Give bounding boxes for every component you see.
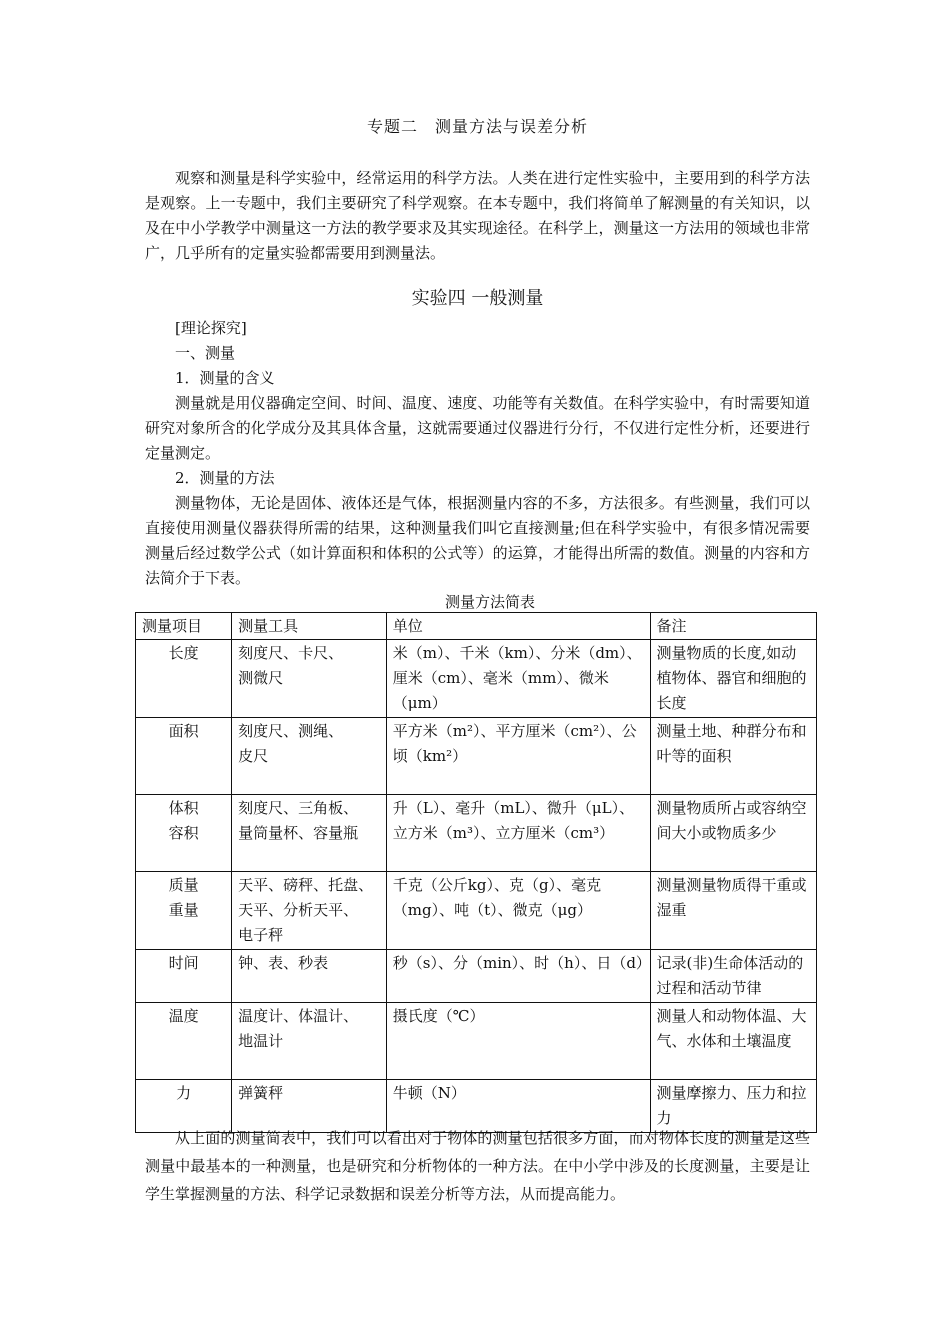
- meaning-paragraph: 测量就是用仪器确定空间、时间、温度、速度、功能等有关数值。在科学实验中，有时需要知道研究对象所含的化学成分及其具体含量，这就需要通过仪器进行分行，不仅进行定性分析，还要进行定量测定。: [145, 394, 810, 462]
- table-header-cell: 备注: [650, 613, 817, 640]
- table-header-cell: 测量工具: [232, 613, 387, 640]
- table-cell: 米（m）、千米（km）、分米（dm）、厘米（cm）、毫米（mm）、微米（μm）: [386, 640, 650, 718]
- theory-label: [理论探究]: [175, 319, 247, 337]
- subsection-heading-meaning: 1．测量的含义: [175, 369, 275, 387]
- table-cell: 测量人和动物体温、大气、水体和土壤温度: [650, 1003, 817, 1080]
- table-cell: 钟、表、秒表: [232, 950, 387, 1003]
- table-header-cell: 测量项目: [136, 613, 232, 640]
- table-row: [136, 795, 817, 872]
- table-cell: 刻度尺、测绳、 皮尺: [232, 718, 387, 795]
- table-cell: 刻度尺、卡尺、 测微尺: [232, 640, 387, 718]
- chapter-title: 专题二 测量方法与误差分析: [366, 117, 588, 136]
- table-cell: 平方米（m²）、平方厘米（cm²）、公顷（km²）: [386, 718, 650, 795]
- table-header-cell: 单位: [386, 613, 650, 640]
- table-cell: 时间: [136, 950, 232, 1003]
- table-cell: 记录(非)生命体活动的过程和活动节律: [650, 950, 817, 1003]
- table-cell: 长度: [136, 640, 232, 718]
- table-cell: 测量测量物质得干重或湿重: [650, 872, 817, 950]
- table-cell: 摄氏度（℃）: [386, 1003, 650, 1080]
- table-cell: 弹簧秤: [232, 1080, 387, 1133]
- table-cell: 面积: [136, 718, 232, 795]
- table-cell: 测量物质所占或容纳空间大小或物质多少: [650, 795, 817, 872]
- table-cell: 测量土地、种群分布和叶等的面积: [650, 718, 817, 795]
- measurement-table: [135, 612, 817, 1133]
- table-cell: 升（L）、毫升（mL）、微升（μL）、立方米（m³）、立方厘米（cm³）: [386, 795, 650, 872]
- table-cell: 刻度尺、三角板、 量筒量杯、容量瓶: [232, 795, 387, 872]
- table-cell: 温度: [136, 1003, 232, 1080]
- table-cell: 千克（公斤kg）、克（g）、毫克（mg）、吨（t）、微克（μg）: [386, 872, 650, 950]
- table-caption: 测量方法简表: [444, 593, 535, 611]
- conclusion-paragraph: 从上面的测量简表中，我们可以看出对于物体的测量包括很多方面，而对物体长度的测量是这些测量中最基本的一种测量，也是研究和分析物体的一种方法。在中小学中涉及的长度测量，主要是让学生掌握测量的方法、科学记录数据和误差分析等方法，从而提高能力。: [145, 1129, 810, 1203]
- table-cell: 测量物质的长度,如动植物体、器官和细胞的长度: [650, 640, 817, 718]
- table-row: [136, 640, 817, 718]
- table-row: [136, 1003, 817, 1080]
- table-cell: 天平、磅秤、托盘、 天平、分析天平、 电子秤: [232, 872, 387, 950]
- table-row: [136, 718, 817, 795]
- experiment-title: 实验四 一般测量: [411, 288, 544, 309]
- table-cell: 体积 容积: [136, 795, 232, 872]
- intro-paragraph: 观察和测量是科学实验中，经常运用的科学方法。人类在进行定性实验中，主要用到的科学方法是观察。上一专题中，我们主要研究了科学观察。在本专题中，我们将简单了解测量的有关知识，以及在中小学教学中测量这一方法的教学要求及其实现途径。在科学上，测量这一方法用的领域也非常广，几乎所有的定量实验都需要用到测量法。: [145, 169, 810, 262]
- section-heading-1: 一、测量: [175, 344, 236, 362]
- table-header-row: [136, 613, 817, 640]
- table-row: [136, 950, 817, 1003]
- table-cell: 秒（s）、分（min）、时（h）、日（d）: [386, 950, 650, 1003]
- table-cell: 温度计、体温计、 地温计: [232, 1003, 387, 1080]
- table-cell: 牛顿（N）: [386, 1080, 650, 1133]
- subsection-heading-method: 2．测量的方法: [175, 469, 275, 487]
- table-row: [136, 872, 817, 950]
- table-cell: 力: [136, 1080, 232, 1133]
- table-cell: 测量摩擦力、压力和拉力: [650, 1080, 817, 1133]
- method-paragraph: 测量物体，无论是固体、液体还是气体，根据测量内容的不多，方法很多。有些测量，我们可以直接使用测量仪器获得所需的结果，这种测量我们叫它直接测量;但在科学实验中，有很多情况需要测量后经过数学公式（如计算面积和体积的公式等）的运算，才能得出所需的数值。测量的内容和方法简介于下表。: [145, 494, 810, 587]
- table-cell: 质量 重量: [136, 872, 232, 950]
